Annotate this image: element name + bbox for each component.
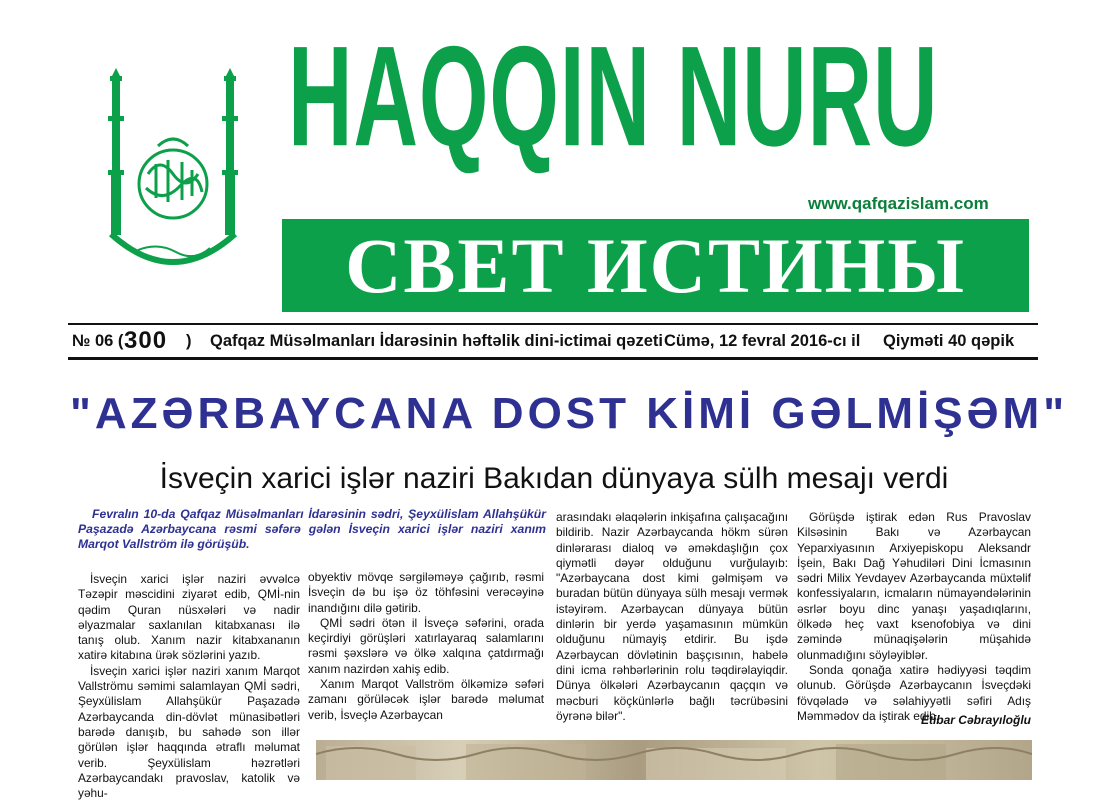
newspaper-title: HAQQIN NURU [288, 17, 939, 177]
divider-top [68, 323, 1038, 325]
paragraph: İsveçin xarici işlər naziri əvvəlcə Təzəpir məscidini ziyarət edib, QMİ-nin qədim Quran nüsxələri və nadir əlyazmalar saxlanılan kitabxanası ilə tanış olub. Xanım nazir kitabxananın xatirə kitabına ürək sözlərini yazıb. [78, 572, 300, 663]
issue-number-label: № 06 ( [72, 332, 124, 350]
article-author: Etibar Cəbrayıloğlu [920, 713, 1031, 727]
paragraph: Xanım Marqot Vallström ölkəmizə səfəri zamanı görüləcək işlər barədə məlumat verib, İsveçlə Azərbaycan [308, 677, 544, 722]
paragraph: İsveçin xarici işlər naziri xanım Marqot Vallströmu səmimi salamlayan QMİ sədri, Şeyxülislam Allahşükür Paşazadə Azərbaycanda din-dövlət münasibətləri barədə danışıb, bu sahədə son illər görülən işlər haqqında ətraflı məlumat verib. Şeyxülislam həzrətləri Azərbaycandakı pravoslav, katolik və yəhu- [78, 663, 300, 801]
article-headline: "AZƏRBAYCANA DOST KİMİ GƏLMİŞƏM" [70, 389, 1069, 438]
article-subheadline: İsveçin xarici işlər naziri Bakıdan dünyaya sülh mesajı verdi [159, 462, 949, 495]
issue-info-line [72, 328, 1038, 354]
issue-price: Qiyməti 40 qəpik [883, 332, 1015, 350]
article-column-1 [78, 572, 300, 801]
issue-date: Cümə, 12 fevral 2016-cı il [664, 332, 861, 350]
paragraph: arasındakı əlaqələrin inkişafına çalışacağını bildirib. Nazir Azərbaycanda hökm sürən dinlərarası dialoq və əməkdaşlığın çox qiymətli dəyər olduğunu vurğulayıb: "Azərbaycana dost kimi gəlmişəm və buradan bütün dünyaya sülh mesajı vermək istəyirəm. Azərbaycan dünyaya bütün dinlərin bir yerdə yaşamasının mümkün olduğunu nümayiş etdirir. Bu işdə Azərbaycan dövlətinin başçısının, habelə dini icma rəhbərlərinin rolu təqdirəlayiqdir. Dünya ölkələri Azərbaycanın qaçqın və məcburi köçkünlərlə bağlı təcrübəsini öyrənə bilər". [556, 510, 788, 723]
article-column-2 [308, 570, 544, 723]
article-column-4 [797, 510, 1031, 724]
website-link[interactable]: www.qafqazislam.com [808, 194, 989, 213]
issue-number-close: ) [186, 332, 192, 350]
article-column-3 [556, 510, 788, 724]
article-photo [316, 740, 1032, 780]
article-lead: Fevralın 10-da Qafqaz Müsəlmanları İdarəsinin sədri, Şeyxülislam Allahşükür Paşazadə Azərbaycana rəsmi səfərə gələn İsveçin xarici işlər naziri xanım Marqot Vallström ilə görüşüb. [78, 507, 546, 551]
paragraph: Sonda qonağa xatirə hədiyyəsi təqdim olunub. Görüşdə Azərbaycanın İsveçdəki fövqəladə və səlahiyyətli səfiri Adış Məmmədov da iştirak edib. [797, 662, 1031, 723]
paragraph: QMİ sədri ötən il İsveçə səfərini, orada keçirdiyi görüşləri xatırlayaraq salamlarını rəsmi şəxslərə və ölkə xalqına çatdırmağı xanım nazirdən xahiş edib. [308, 615, 544, 676]
photo-detail [316, 740, 1032, 780]
newspaper-subtitle: Qafqaz Müsəlmanları İdarəsinin həftəlik dini-ictimai qəzeti [210, 332, 663, 350]
cyrillic-title-banner [282, 219, 1029, 312]
paragraph: Görüşdə iştirak edən Rus Pravoslav Kilsəsinin Bakı və Azərbaycan Yeparxiyasının Arxiyepiskopu Aleksandr İşein, Bakı Dağ Yəhudiləri Dini İcmasının sədri Milix Yevdayev Azərbaycanda müxtəlif konfessiyaların, icmaların nümayəndələrinin əsrlər boyu dinc yanaşı yaşadıqlarını, ölkədə heç vaxt ksenofobiya və dini zəmində münaqişələrin müşahidə olunmadığını söyləyiblər. [797, 510, 1031, 662]
divider-bottom [68, 357, 1038, 360]
mosque-logo-icon [98, 66, 248, 284]
paragraph: obyektiv mövqe sərgiləməyə çağırıb, rəsmi İsveçin də bu işə öz töhfəsini verəcəyinə inandığını dilə gətirib. [308, 570, 544, 615]
cyrillic-title: СВЕТ ИСТИНЫ [345, 222, 966, 309]
issue-number: 300 [124, 327, 168, 354]
